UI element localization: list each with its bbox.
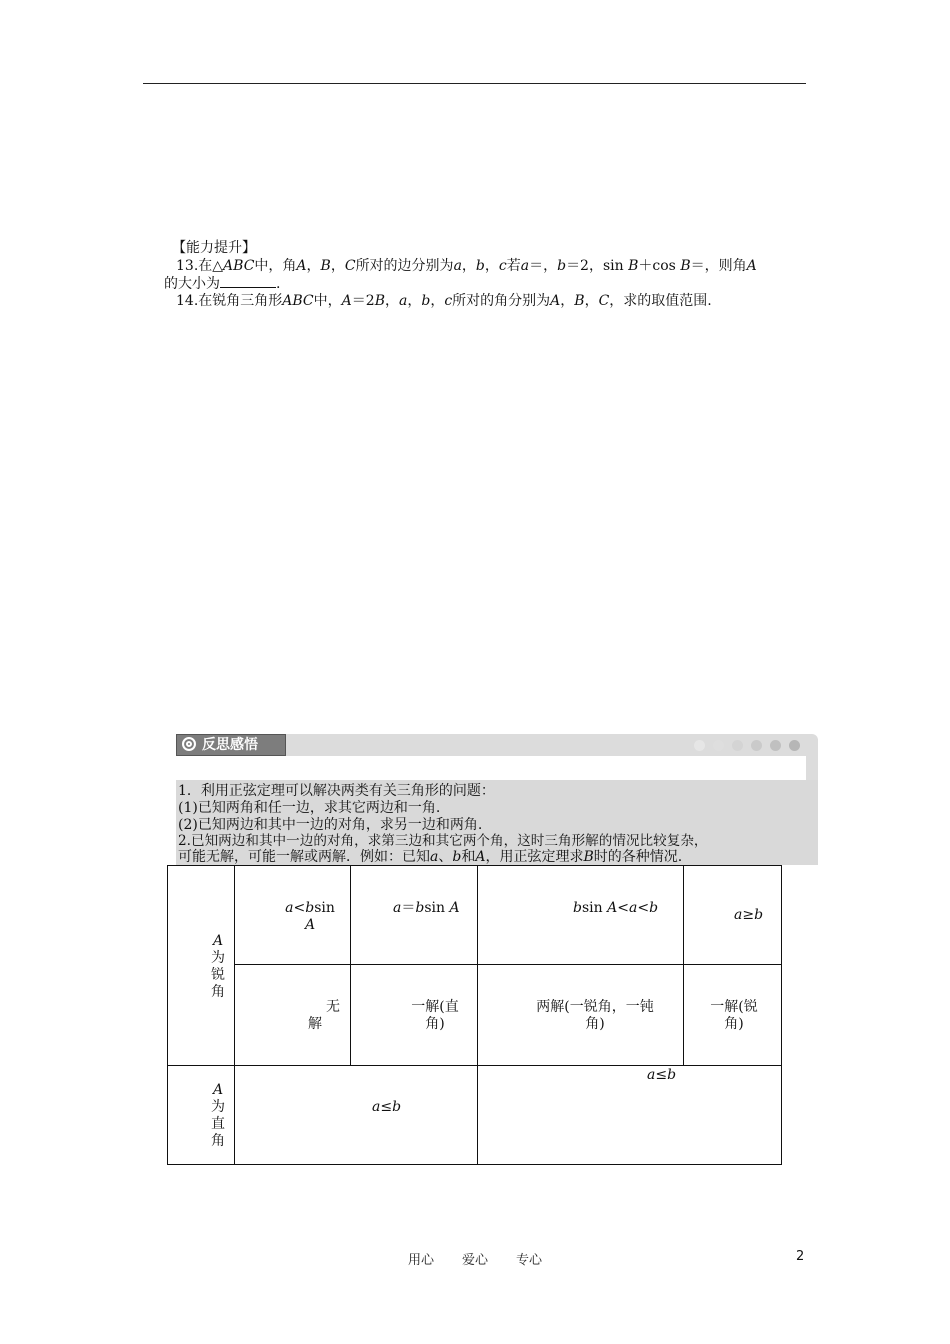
table-line [350,865,351,1065]
dot-icon [770,740,781,751]
condition-cell: a≥b [734,907,764,923]
page-number: 2 [796,1249,805,1264]
result-cell: 一解(锐 角) [710,999,758,1032]
reflection-line-1: 1．利用正弦定理可以解决两类有关三角形的问题： [178,783,495,799]
condition-cell: a≤b [647,1067,677,1083]
bullet-circle-icon [182,737,196,751]
reflection-line-3: (2)已知两边和其中一边的对角，求另一边和两角. [178,817,483,833]
result-cell: 两解(一锐角，一钝 角) [536,999,654,1032]
reflection-line-4: 2.已知两边和其中一边的对角，求第三边和其它两个角，这时三角形解的情况比较复杂， [178,833,708,849]
banner-edge [806,756,818,780]
dot-icon [751,740,762,751]
section-title: 【能力提升】 [172,240,256,256]
header-rule [143,83,806,84]
dot-icon [713,740,724,751]
page-footer: 用心 爱心 专心 [407,1253,543,1268]
dot-icon [789,740,800,751]
result-cell: 一解(直 角) [411,999,459,1032]
table-line [234,964,782,965]
result-cell: 无 解 [308,999,340,1032]
reflection-tag: 反思感悟 [176,734,286,756]
right-angle-label: A 为 直 角 [211,1082,225,1149]
problem-13-line2: 的大小为 . [164,276,281,292]
table-line [683,865,684,1065]
decorative-dots [694,739,808,755]
reflection-box [176,780,818,865]
answer-blank[interactable] [220,275,276,288]
condition-cell: a<bsin A [285,900,335,933]
table-line [167,1065,782,1066]
acute-angle-label: A 为 锐 角 [211,933,225,1000]
dot-icon [732,740,743,751]
table-line [477,865,478,1165]
condition-cell: a≤b [372,1099,402,1115]
reflection-line-5: 可能无解，可能一解或两解．例如：已知a、b和A，用正弦定理求B时的各种情况. [178,849,683,865]
condition-cell: bsin A<a<b [573,900,659,916]
reflection-line-2: (1)已知两角和任一边，求其它两边和一角. [178,800,441,816]
problem-13-line1: 13.在△ABC中，角A，B，C所对的边分别为a，b，c若a＝，b＝2，sin B＋cos B＝，则角A [176,258,757,274]
problem-14: 14.在锐角三角形ABC中，A＝2B，a，b，c所对的角分别为A，B，C，求的取值范围. [176,293,712,309]
condition-cell: a＝bsin A [393,900,460,916]
dot-icon [694,740,705,751]
